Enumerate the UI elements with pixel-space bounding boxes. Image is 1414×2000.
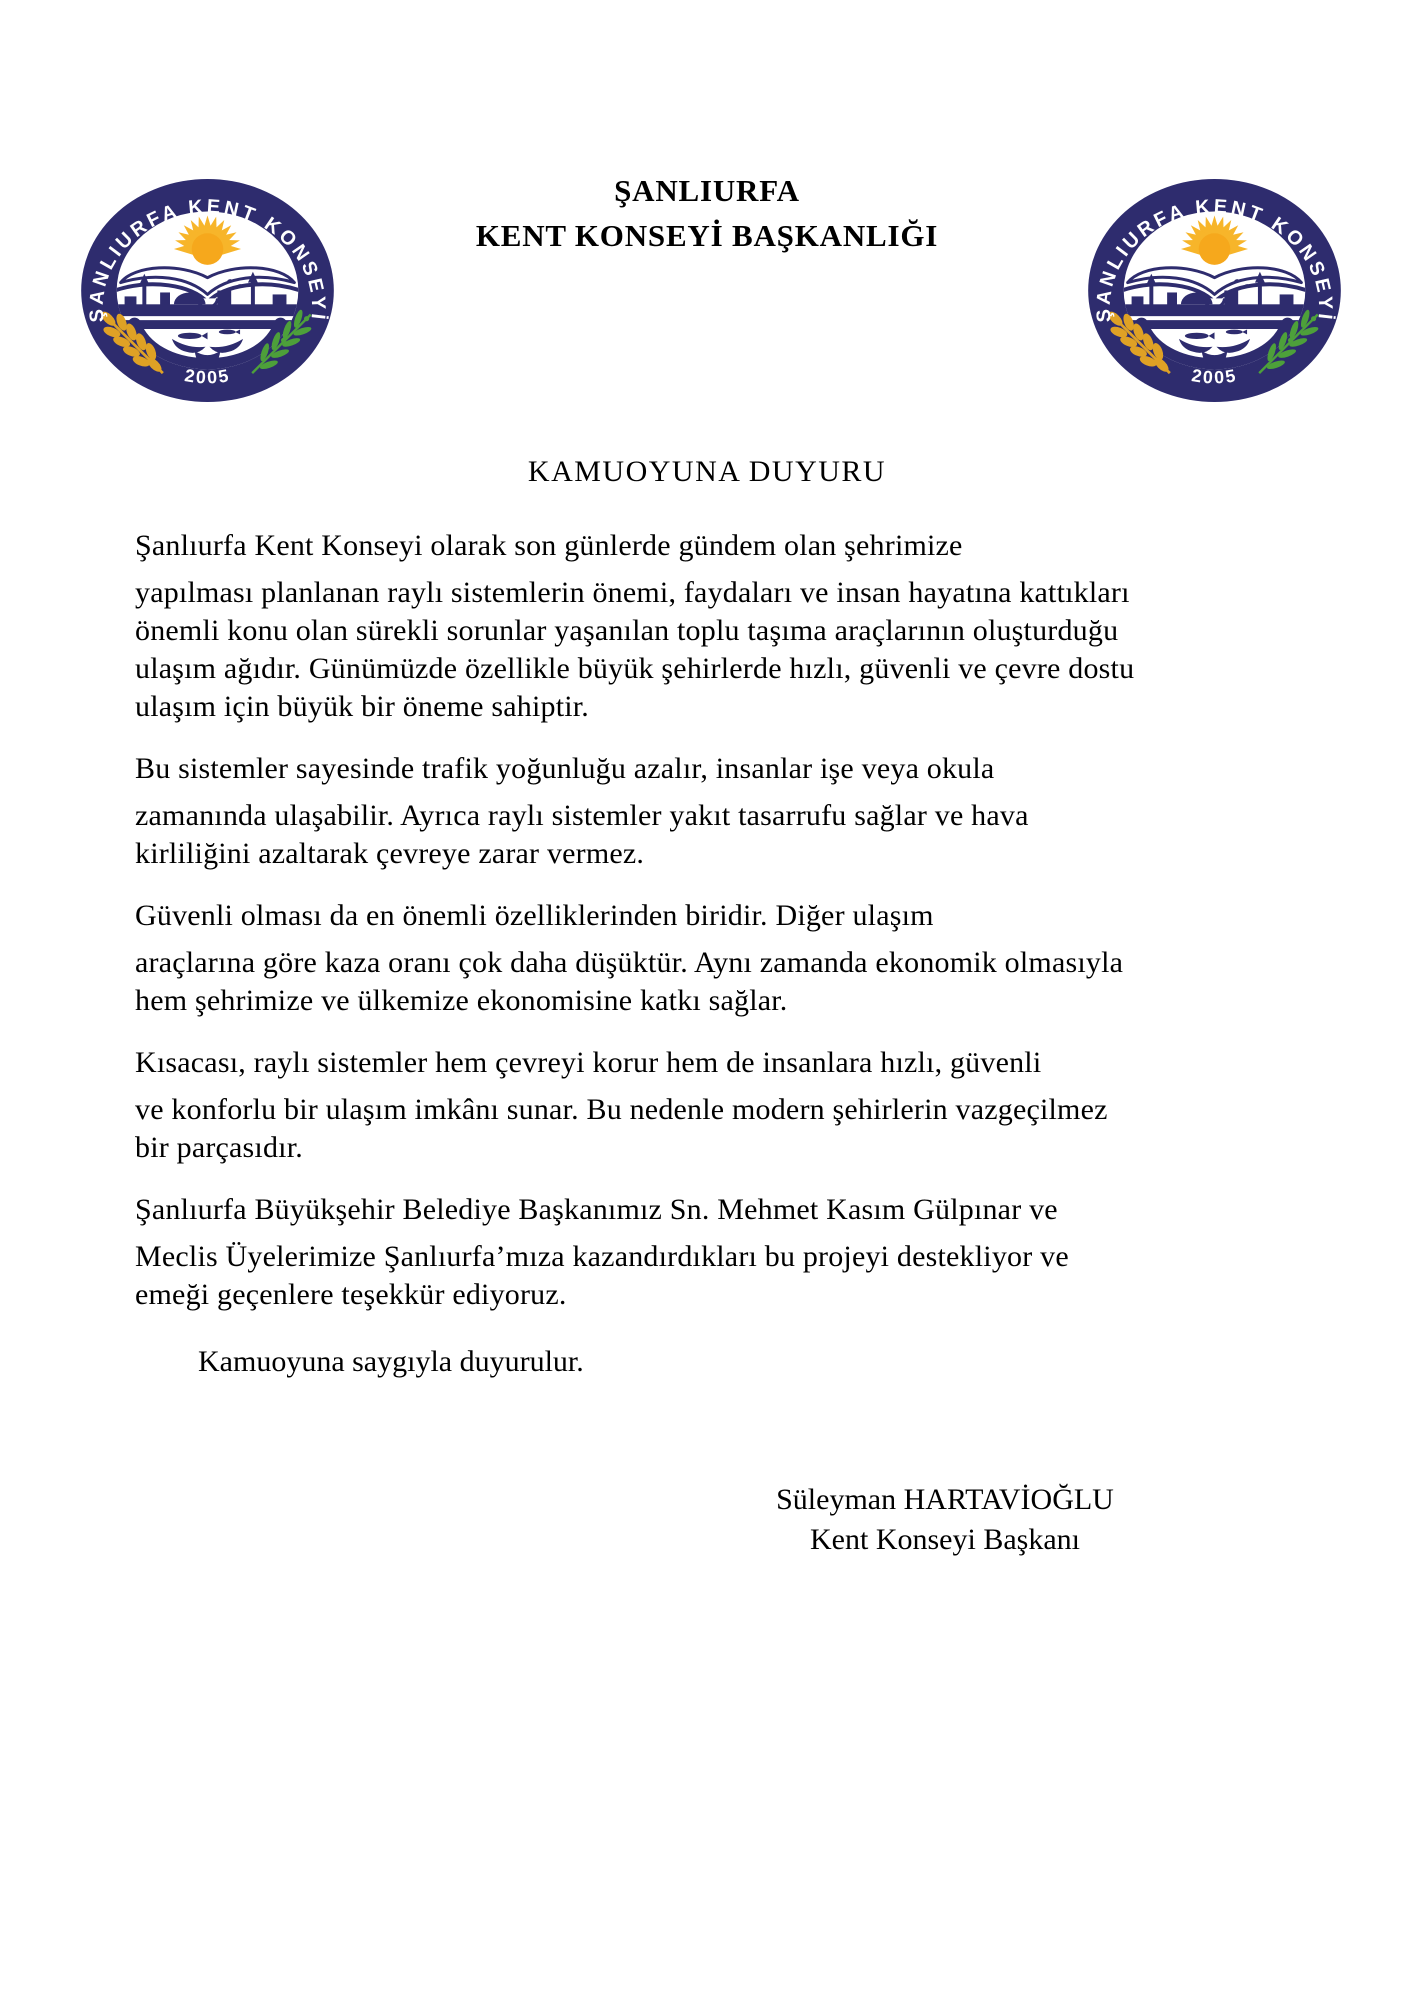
- paragraph-line: yapılması planlanan raylı sistemlerin önemi, faydaları ve insan hayatına kattıkları: [135, 576, 1130, 609]
- paragraph-line: zamanında ulaşabilir. Ayrıca raylı sistemler yakıt tasarrufu sağlar ve hava: [135, 799, 1029, 832]
- paragraph-line: araçlarına göre kaza oranı çok daha düşüktür. Aynı zamanda ekonomik olmasıyla: [135, 946, 1124, 979]
- paragraph-line: Güvenli olması da en önemli özelliklerinden biridir. Diğer ulaşım: [135, 899, 934, 932]
- signature-name: Süleyman HARTAVİOĞLU: [776, 1483, 1114, 1516]
- paragraph-line: emeği geçenlere teşekkür ediyoruz.: [135, 1278, 567, 1311]
- paragraph-line: ulaşım ağıdır. Günümüzde özellikle büyük şehirlerde hızlı, güvenli ve çevre dostu: [135, 652, 1135, 685]
- body-paragraphs: [135, 527, 1315, 1338]
- closing-line: Kamuoyuna saygıyla duyurulur.: [198, 1345, 584, 1378]
- signature-title: Kent Konseyi Başkanı: [810, 1523, 1080, 1556]
- paragraph-line: bir parçasıdır.: [135, 1131, 303, 1164]
- paragraph-line: hem şehrimize ve ülkemize ekonomisine katkı sağlar.: [135, 984, 788, 1017]
- paragraph: [135, 1044, 1315, 1167]
- announcement-heading: KAMUOYUNA DUYURU: [527, 455, 887, 488]
- paragraph-line: ulaşım için büyük bir öneme sahiptir.: [135, 690, 590, 723]
- paragraph-line: Kısacası, raylı sistemler hem çevreyi korur hem de insanlara hızlı, güvenli: [135, 1046, 1042, 1079]
- paragraph-line: Şanlıurfa Büyükşehir Belediye Başkanımız Sn. Mehmet Kasım Gülpınar ve: [135, 1193, 1058, 1226]
- paragraph-line: kirliliğini azaltarak çevreye zarar vermez.: [135, 837, 645, 870]
- signature-block: [660, 1480, 1230, 1560]
- paragraph: [135, 897, 1315, 1020]
- paragraph-line: Şanlıurfa Kent Konseyi olarak son günlerde gündem olan şehrimize: [135, 529, 963, 562]
- title-line-1: ŞANLIURFA: [614, 173, 800, 208]
- paragraph: [135, 750, 1315, 873]
- paragraph-line: önemli konu olan sürekli sorunlar yaşanılan toplu taşıma araçlarının oluşturduğu: [135, 614, 1119, 647]
- paragraph-line: ve konforlu bir ulaşım imkânı sunar. Bu nedenle modern şehirlerin vazgeçilmez: [135, 1093, 1108, 1126]
- paragraph: [135, 1191, 1315, 1314]
- paragraph-line: Bu sistemler sayesinde trafik yoğunluğu azalır, insanlar işe veya okula: [135, 752, 995, 785]
- title-line-2: KENT KONSEYİ BAŞKANLIĞI: [475, 218, 939, 253]
- document-title: [0, 168, 1414, 258]
- paragraph-line: Meclis Üyelerimize Şanlıurfa’mıza kazandırdıkları bu projeyi destekliyor ve: [135, 1240, 1069, 1273]
- paragraph: [135, 527, 1315, 726]
